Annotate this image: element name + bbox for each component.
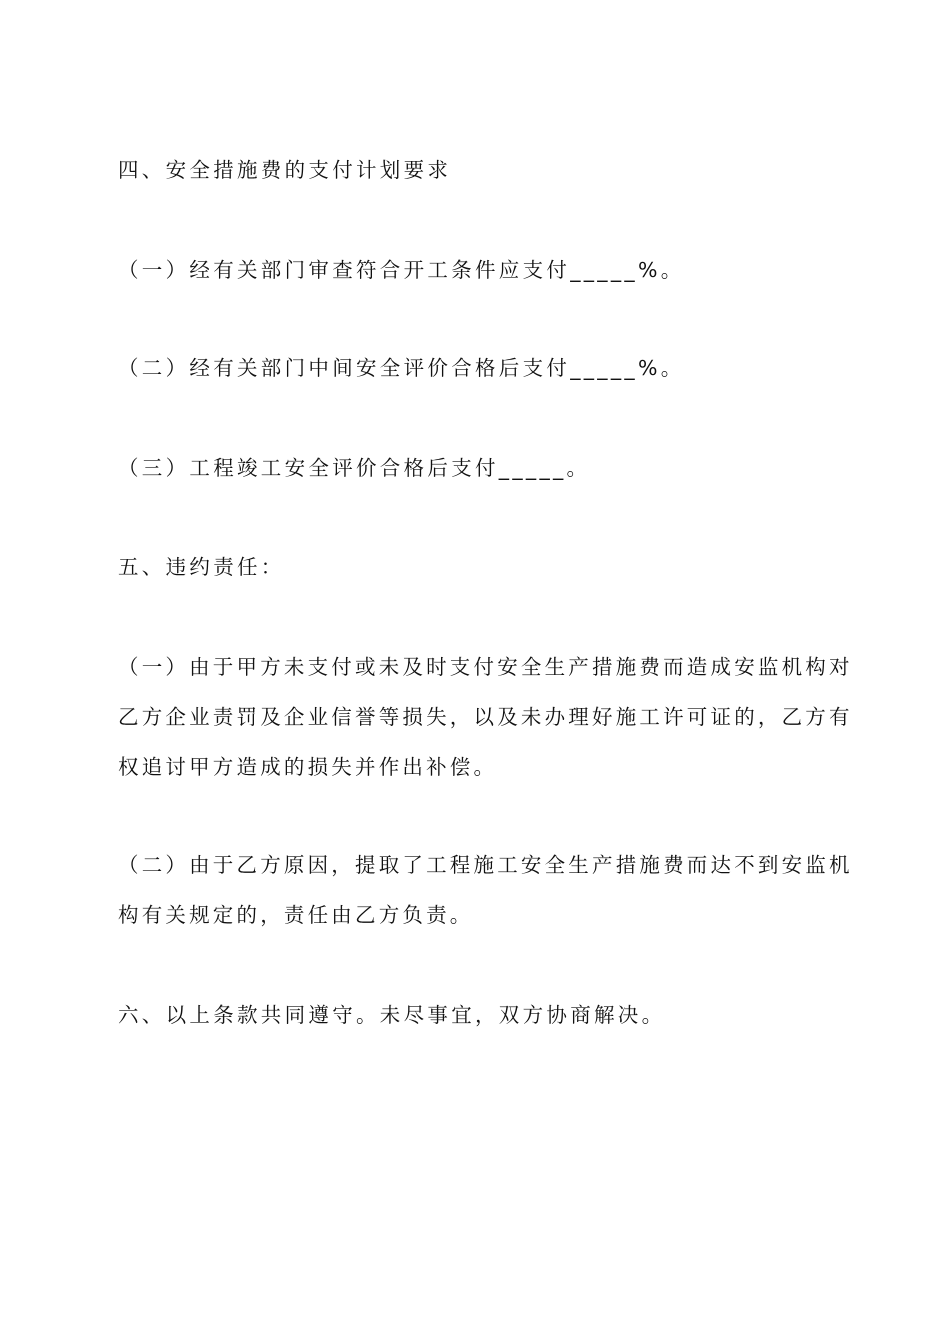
- section-5-item-1-line-1: （一）由于甲方未支付或未及时支付安全生产措施费而造成安监机构对: [118, 655, 853, 679]
- section-5-item-2-line-2: 构有关规定的，责任由乙方负责。: [118, 903, 474, 927]
- section-5-item-1-line-2: 乙方企业责罚及企业信誉等损失，以及未办理好施工许可证的，乙方有: [118, 705, 853, 729]
- section-4-item-2: （二）经有关部门中间安全评价合格后支付_____%。: [118, 356, 685, 380]
- section-4-item-1: （一）经有关部门审查符合开工条件应支付_____%。: [118, 258, 685, 282]
- section-6-text: 六、以上条款共同遵守。未尽事宜，双方协商解决。: [118, 1003, 666, 1027]
- section-4-heading: 四、安全措施费的支付计划要求: [118, 158, 452, 182]
- section-5-heading: 五、违约责任：: [118, 555, 285, 579]
- section-5-item-2-line-1: （二）由于乙方原因，提取了工程施工安全生产措施费而达不到安监机: [118, 853, 853, 877]
- section-4-item-3: （三）工程竣工安全评价合格后支付_____。: [118, 456, 591, 480]
- section-5-item-1-line-3: 权追讨甲方造成的损失并作出补偿。: [118, 755, 498, 779]
